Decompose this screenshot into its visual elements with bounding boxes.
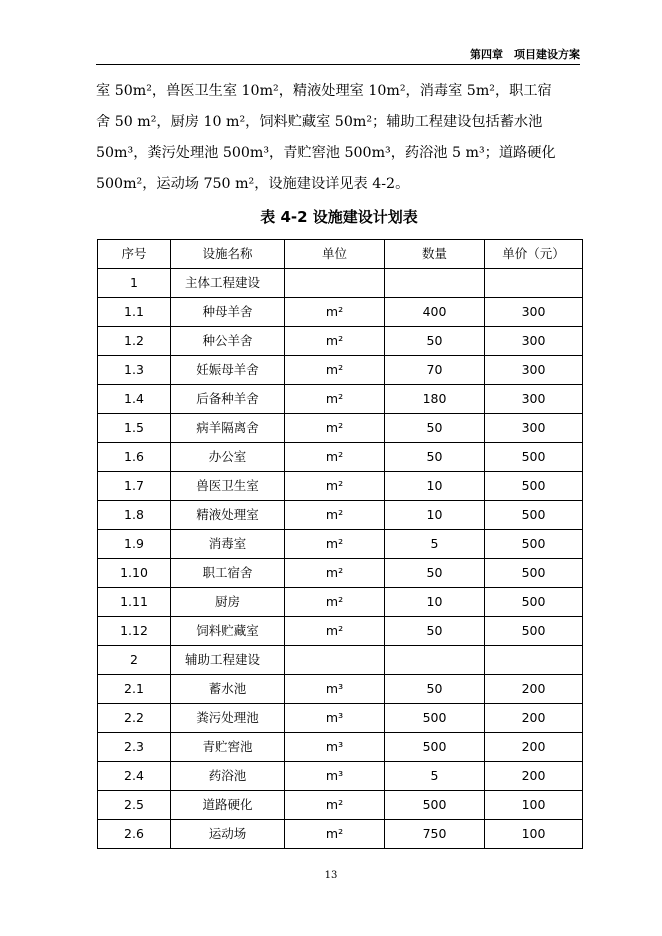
table-cell [285,646,385,675]
table-cell: 1.7 [98,472,171,501]
table-cell: m² [285,414,385,443]
table-cell: 500 [485,530,583,559]
table-row [98,588,583,617]
table-cell: 精液处理室 [171,501,285,530]
table-cell: 1.5 [98,414,171,443]
table-cell: 750 [385,820,485,849]
table-row [98,385,583,414]
table-cell: 50 [385,617,485,646]
table-cell: 1.8 [98,501,171,530]
table-cell [485,269,583,298]
table-cell: 2.2 [98,704,171,733]
table-cell: 50 [385,414,485,443]
table-title: 表 4-2 设施建设计划表 [260,208,418,226]
table-cell: 100 [485,791,583,820]
table-cell: m² [285,443,385,472]
table-cell: 500 [485,559,583,588]
table-cell: m² [285,501,385,530]
table-cell: 消毒室 [171,530,285,559]
table-cell: 200 [485,704,583,733]
table-row [98,733,583,762]
table-cell: 50 [385,559,485,588]
table-cell: 500 [385,704,485,733]
table-cell [285,269,385,298]
table-row [98,501,583,530]
table-cell: 500 [485,617,583,646]
table-header-row [98,240,583,269]
table-cell: 蓄水池 [171,675,285,704]
table-cell: 200 [485,762,583,791]
table-cell: 饲料贮藏室 [171,617,285,646]
table-cell: 1.12 [98,617,171,646]
header-cell: 单价（元） [485,240,583,269]
table-cell: 100 [485,820,583,849]
table-row [98,414,583,443]
table-row [98,791,583,820]
table-cell: m² [285,559,385,588]
table-cell: 300 [485,327,583,356]
table-row [98,269,583,298]
table-row [98,762,583,791]
facility-plan-table [97,239,583,849]
table-cell: 厨房 [171,588,285,617]
table-cell: 500 [485,588,583,617]
header-cell: 设施名称 [171,240,285,269]
table-cell: m² [285,820,385,849]
table-cell: 200 [485,733,583,762]
table-cell: 200 [485,675,583,704]
table-cell: 2 [98,646,171,675]
table-cell: m² [285,791,385,820]
table-cell: 10 [385,501,485,530]
table-cell: m² [285,472,385,501]
table-cell: 500 [485,443,583,472]
table-row [98,820,583,849]
body-line: 50m³，粪污处理池 500m³，青贮窖池 500m³，药浴池 5 m³；道路硬化 [96,145,556,161]
table-row [98,646,583,675]
header-cell: 序号 [98,240,171,269]
table-cell: m² [285,356,385,385]
table-row [98,530,583,559]
table-cell: 1.1 [98,298,171,327]
table-row [98,704,583,733]
table-cell: 辅助工程建设 [171,646,285,675]
table-cell: m² [285,327,385,356]
table-row [98,298,583,327]
table-cell: 5 [385,530,485,559]
body-line: 500m²，运动场 750 m²，设施建设详见表 4-2。 [96,176,410,192]
table-cell: m² [285,588,385,617]
table-cell [385,646,485,675]
body-paragraph [96,76,584,200]
header-cell: 单位 [285,240,385,269]
table-row [98,356,583,385]
table-cell: 500 [385,791,485,820]
table-cell: 1.10 [98,559,171,588]
table-cell: 1.2 [98,327,171,356]
table-row [98,472,583,501]
table-cell: 5 [385,762,485,791]
table-cell: 180 [385,385,485,414]
table-cell: 种公羊舍 [171,327,285,356]
table-cell: 主体工程建设 [171,269,285,298]
table-cell: 300 [485,414,583,443]
table-cell: 50 [385,675,485,704]
table-cell: m² [285,530,385,559]
table-cell: m² [285,385,385,414]
table-cell: 1 [98,269,171,298]
table-row [98,617,583,646]
table-cell: 10 [385,472,485,501]
table-cell: 青贮窖池 [171,733,285,762]
table-cell: 50 [385,443,485,472]
table-row [98,327,583,356]
table-cell: 400 [385,298,485,327]
table-cell: 2.3 [98,733,171,762]
table-cell: 种母羊舍 [171,298,285,327]
table-cell: 300 [485,298,583,327]
table-cell: m² [285,617,385,646]
table-cell: 药浴池 [171,762,285,791]
table-cell: 1.3 [98,356,171,385]
table-cell: 1.4 [98,385,171,414]
table-cell: 2.6 [98,820,171,849]
table-cell: 500 [485,501,583,530]
table-cell: m³ [285,762,385,791]
table-cell: 500 [485,472,583,501]
table-cell: 2.4 [98,762,171,791]
table-cell: 300 [485,385,583,414]
table-cell [485,646,583,675]
table-cell: 病羊隔离舍 [171,414,285,443]
table-row [98,443,583,472]
table-cell: 道路硬化 [171,791,285,820]
table-cell: m³ [285,733,385,762]
table-cell: m³ [285,675,385,704]
table-cell: 粪污处理池 [171,704,285,733]
body-line: 室 50m²，兽医卫生室 10m²，精液处理室 10m²，消毒室 5m²，职工宿 [96,83,552,99]
table-cell: 职工宿舍 [171,559,285,588]
body-line: 舍 50 m²，厨房 10 m²，饲料贮藏室 50m²；辅助工程建设包括蓄水池 [96,114,543,130]
table-cell: 1.9 [98,530,171,559]
table-cell: m² [285,298,385,327]
table-row [98,675,583,704]
table-cell: 运动场 [171,820,285,849]
table-cell: 70 [385,356,485,385]
table-cell: 2.5 [98,791,171,820]
page-header [96,40,580,65]
table-cell: 后备种羊舍 [171,385,285,414]
table-cell [385,269,485,298]
table-row [98,559,583,588]
header-cell: 数量 [385,240,485,269]
table-cell: 500 [385,733,485,762]
chapter-title: 第四章 项目建设方案 [470,48,580,61]
table-cell: 办公室 [171,443,285,472]
table-cell: 2.1 [98,675,171,704]
table-cell: m³ [285,704,385,733]
table-cell: 1.11 [98,588,171,617]
table-cell: 兽医卫生室 [171,472,285,501]
page-number: 13 [324,870,338,881]
table-cell: 50 [385,327,485,356]
table-cell: 妊娠母羊舍 [171,356,285,385]
table-cell: 10 [385,588,485,617]
table-cell: 300 [485,356,583,385]
table-cell: 1.6 [98,443,171,472]
